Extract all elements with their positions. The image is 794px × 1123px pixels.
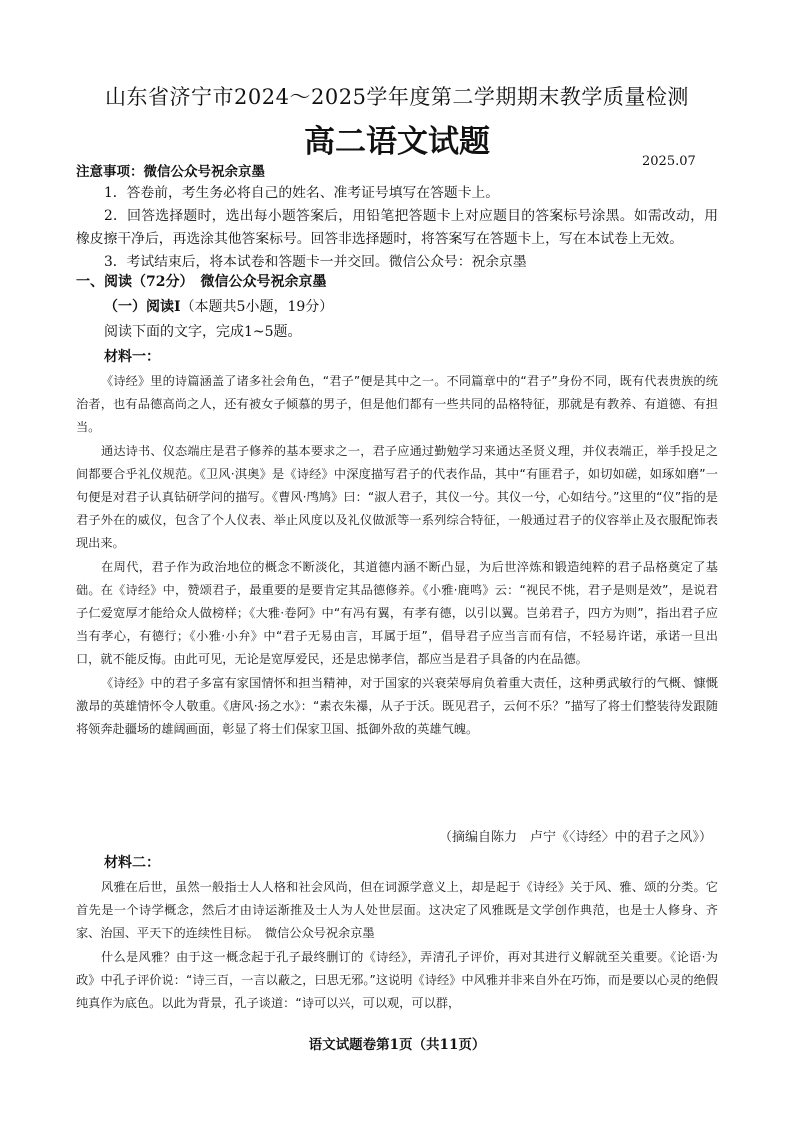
notice-heading: 注意事项：微信公众号祝余京墨 [76, 164, 265, 180]
notice-item: 1．答卷前，考生务必将自己的姓名、准考证号填写在答题卡上。 [104, 185, 500, 201]
material-1-label: 材料一： [104, 349, 160, 365]
paragraph: 什么是风雅？由于这一概念起于孔子最终删订的《诗经》，弄清孔子评价，再对其进行义解就至关重要。《论语·为政》中孔子评价说：“诗三百，一言以蔽之，曰思无邪。”这说明《诗经》中风雅并非来自外在巧饰，而是要以心灵的绝假纯真作为底色。以此为背景，孔子谈道：“诗可以兴，可以观，可以群， [76, 949, 718, 1011]
exam-date: 2025.07 [642, 154, 696, 169]
subsection-label: （一）阅读Ⅰ [104, 299, 181, 315]
subsection-heading [104, 297, 333, 317]
notice-item: 3．考试结束后，将本试卷和答题卡一并交回。微信公众号：祝余京墨 [104, 254, 527, 270]
material-1-passage [76, 370, 718, 741]
paragraph: 通达诗书、仪态端庄是君子修养的基本要求之一，君子应通过勤勉学习来通达圣贤义理，并仪表端正，举手投足之间都要合乎礼仪规范。《卫风·淇奥》是《诗经》中深度描写君子的代表作品，其中“有匪君子，如切如磋，如琢如磨”一句便是对君子认真钻研学问的描写。《曹风·鸤鸠》曰：“淑人君子，其仪一兮。其仪一兮，心如结兮。”这里的“仪”指的是君子外在的威仪，包含了个人仪表、举止风度以及礼仪做派等一系列综合特征，一般通过君子的仪容举止及衣服配饰表现出来。 [76, 443, 718, 551]
exam-title: 山东省济宁市2024～2025学年度第二学期期末教学质量检测 [105, 85, 689, 109]
instruction: 阅读下面的文字，完成1~5题。 [104, 324, 302, 340]
page-footer: 语文试题卷第1页（共11页） [308, 1037, 486, 1053]
paragraph: 《诗经》中的君子多富有家国情怀和担当精神，对于国家的兴衰荣辱肩负着重大责任，这种勇武敏行的气概、慷慨激昂的英雄情怀令人敬重。《唐风·扬之水》：“素衣朱襮，从子于沃。既见君子，云何不乐？”描写了将士们整装待发跟随将领奔赴疆场的雄阔画面，彰显了将士们保家卫国、抵御外敌的英雄气魄。 [76, 675, 718, 737]
paragraph: 风雅在后世，虽然一般指士人人格和社会风尚，但在词源学意义上，却是起于《诗经》关于风、雅、颂的分类。它首先是一个诗学概念，然后才由诗运渐推及士人为人处世层面。这决定了风雅既是文学创作典范，也是士人修身、齐家、治国、平天下的连续性目标。 微信公众号祝余京墨 [76, 880, 718, 941]
notice-item: 2．回答选择题时，选出每小题答案后，用铅笔把答题卡上对应题目的答案标号涂黑。如需改动，用橡皮擦干净后，再选涂其他答案标号。回答非选择题时，将答案写在答题卡上，写在本试卷上无效。 [76, 208, 718, 247]
subsection-detail: （本题共5小题，19分） [180, 299, 334, 315]
section-heading: 一、阅读（72分） 微信公众号祝余京墨 [76, 274, 327, 290]
material-2-label: 材料二： [104, 855, 160, 871]
subject-title: 高二语文试题 [304, 124, 490, 160]
paragraph: 在周代，君子作为政治地位的概念不断淡化，其道德内涵不断凸显，为后世淬炼和锻造纯粹的君子品格奠定了基础。在《诗经》中，赞颂君子，最重要的是要肯定其品德修养。《小雅·鹿鸣》云：“视民不恌，君子是则是效”，是说君子仁爱宽厚才能给众人做榜样；《大雅·卷阿》中“有冯有翼，有孝有德，以引以翼。岂弟君子，四方为则”，指出君子应当有孝心，有德行；《小雅·小弁》中“君子无易由言，耳属于垣”，倡导君子应当言而有信，不轻易许诺，承诺一旦出口，就不能反悔。由此可见，无论是宽厚爱民，还是忠悌孝信，都应当是君子具备的内在品德。 [76, 559, 718, 667]
material-1-source: （摘编自陈力 卢宁《〈诗经〉中的君子之风》） [438, 830, 712, 845]
paragraph: 《诗经》里的诗篇涵盖了诸多社会角色，“君子”便是其中之一。不同篇章中的“君子”身份不同，既有代表贵族的统治者，也有品德高尚之人，还有被女子倾慕的男子，但是他们都有一些共同的品格特征，那就是有教养、有道德、有担当。 [76, 374, 718, 435]
notice-list [76, 182, 718, 274]
material-2-passage [76, 876, 718, 1015]
